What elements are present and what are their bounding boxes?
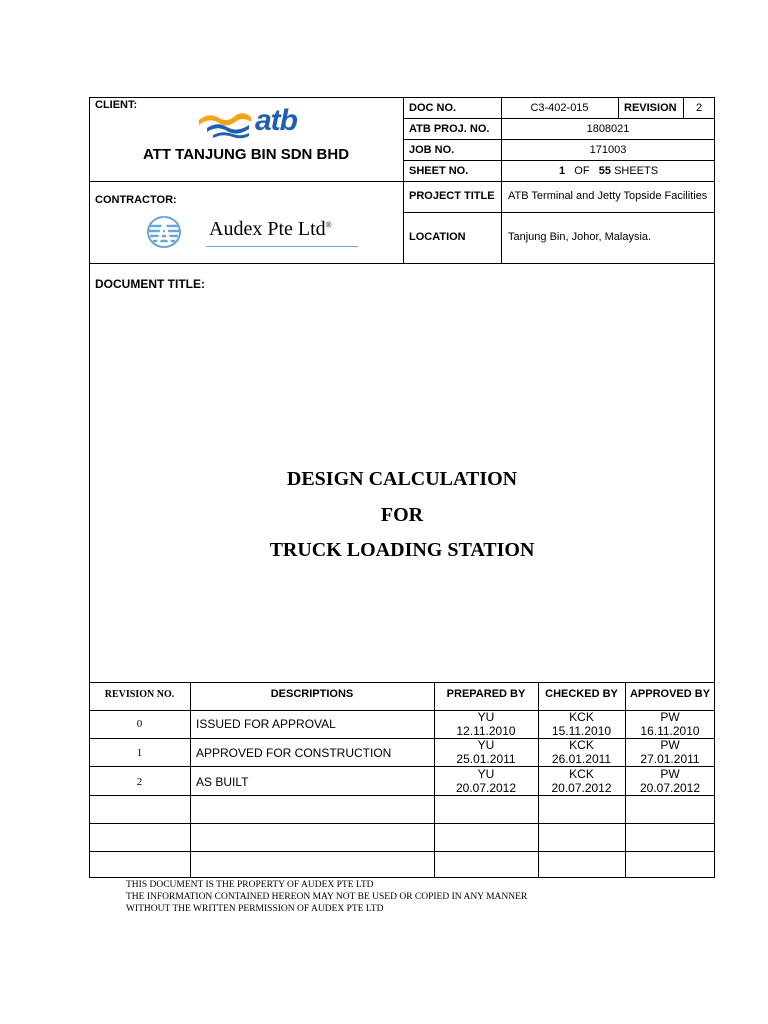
footer-line-2: THE INFORMATION CONTAINED HEREON MAY NOT BE USED OR COPIED IN ANY MANNER <box>126 892 528 902</box>
sheet-no-label: SHEET NO. <box>409 165 469 177</box>
audex-logo-name: Audex Pte Ltd <box>209 218 326 240</box>
atb-proj-label: ATB PROJ. NO. <box>409 123 490 135</box>
rev-approved <box>625 738 715 766</box>
divider-jobno <box>403 160 715 161</box>
document-title-label: DOCUMENT TITLE: <box>95 277 205 291</box>
project-title-label: PROJECT TITLE <box>409 190 495 202</box>
atb-logo <box>197 106 317 144</box>
document-title-line-3: TRUCK LOADING STATION <box>269 539 535 561</box>
divider-rev-row5 <box>89 851 715 852</box>
rev-no: 0 <box>136 718 143 730</box>
rev-approved-by: PW <box>660 710 680 724</box>
footer-line-3: WITHOUT THE WRITTEN PERMISSION OF AUDEX PTE LTD <box>126 904 384 914</box>
rev-no: 1 <box>136 747 143 759</box>
rev-header-no: REVISION NO. <box>104 689 175 700</box>
rev-prepared-by: YU <box>477 738 495 752</box>
sheet-of: OF <box>574 165 590 177</box>
document-title-line-1: DESIGN CALCULATION <box>286 468 518 490</box>
revision-value: 2 <box>695 102 703 114</box>
divider-rev-top <box>89 682 715 683</box>
revision-label: REVISION <box>624 102 677 114</box>
rev-header-approved: APPROVED BY <box>629 688 711 700</box>
rev-desc: ISSUED FOR APPROVAL <box>196 717 336 731</box>
audex-logo-mark: ® <box>325 220 332 230</box>
atb-proj-value: 1808021 <box>586 123 630 135</box>
rev-prepared <box>434 710 538 738</box>
rev-prepared <box>434 767 538 795</box>
rev-checked-by: KCK <box>569 710 594 724</box>
rev-approved-by: PW <box>660 767 680 781</box>
divider-client-contractor <box>89 181 715 182</box>
client-name: ATT TANJUNG BIN SDN BHD <box>142 146 350 163</box>
location-value: Tanjung Bin, Johor, Malaysia. <box>508 231 652 243</box>
rev-prepared <box>434 738 538 766</box>
footer-line-1: THIS DOCUMENT IS THE PROPERTY OF AUDEX PTE LTD <box>126 880 374 890</box>
rev-prepared-by: YU <box>477 767 495 781</box>
rev-checked <box>538 767 625 795</box>
doc-no-label: DOC NO. <box>409 102 457 114</box>
divider-header-body <box>89 263 715 264</box>
rev-prepared-by: YU <box>477 710 495 724</box>
rev-no: 2 <box>136 776 143 788</box>
job-no-value: 171003 <box>589 144 627 156</box>
rev-checked-date: 26.01.2011 <box>551 752 612 766</box>
divider-rev-row4 <box>89 823 715 824</box>
divider-header-col <box>403 97 404 263</box>
rev-approved <box>625 710 715 738</box>
audex-logo-icon <box>147 215 181 249</box>
sheet-no-value <box>559 165 658 177</box>
divider-rev-col1 <box>190 682 191 878</box>
rev-header-desc: DESCRIPTIONS <box>270 688 354 700</box>
rev-checked-by: KCK <box>569 738 594 752</box>
contractor-label: CONTRACTOR: <box>95 194 177 206</box>
sheet-number: 1 <box>559 165 566 177</box>
rev-approved-date: 27.01.2011 <box>640 752 700 766</box>
audex-logo-underline <box>206 246 358 247</box>
rev-desc: AS BUILT <box>196 775 249 789</box>
location-label: LOCATION <box>409 231 466 243</box>
rev-checked <box>538 738 625 766</box>
rev-checked-by: KCK <box>569 767 594 781</box>
client-label: CLIENT: <box>95 99 138 111</box>
rev-prepared-date: 20.07.2012 <box>455 781 517 795</box>
rev-header-prepared: PREPARED BY <box>446 688 526 700</box>
atb-logo-text: atb <box>255 104 297 137</box>
footer-notice <box>126 879 527 915</box>
rev-approved-by: PW <box>660 738 680 752</box>
job-no-label: JOB NO. <box>409 144 455 156</box>
rev-approved-date: 20.07.2012 <box>639 781 701 795</box>
doc-no-value: C3-402-015 <box>530 102 589 114</box>
divider-header-valcol <box>501 97 502 263</box>
rev-approved <box>625 767 715 795</box>
rev-prepared-date: 25.01.2011 <box>456 752 516 766</box>
divider-revision-label <box>618 97 619 118</box>
rev-checked-date: 15.11.2010 <box>551 724 612 738</box>
divider-rev-row3 <box>89 795 715 796</box>
sheet-suffix: SHEETS <box>614 165 659 177</box>
rev-checked <box>538 710 625 738</box>
rev-prepared-date: 12.11.2010 <box>456 724 516 738</box>
divider-docno <box>403 118 715 119</box>
rev-desc: APPROVED FOR CONSTRUCTION <box>196 746 392 760</box>
divider-projno <box>403 139 715 140</box>
audex-logo-text <box>209 218 332 241</box>
document-title-line-2: FOR <box>380 504 424 526</box>
rev-approved-date: 16.11.2010 <box>640 724 700 738</box>
divider-project-title <box>403 212 715 213</box>
rev-header-checked: CHECKED BY <box>545 688 618 700</box>
sheet-total: 55 <box>598 165 611 177</box>
project-title-value: ATB Terminal and Jetty Topside Facilities <box>508 190 708 202</box>
rev-checked-date: 20.07.2012 <box>551 781 612 795</box>
